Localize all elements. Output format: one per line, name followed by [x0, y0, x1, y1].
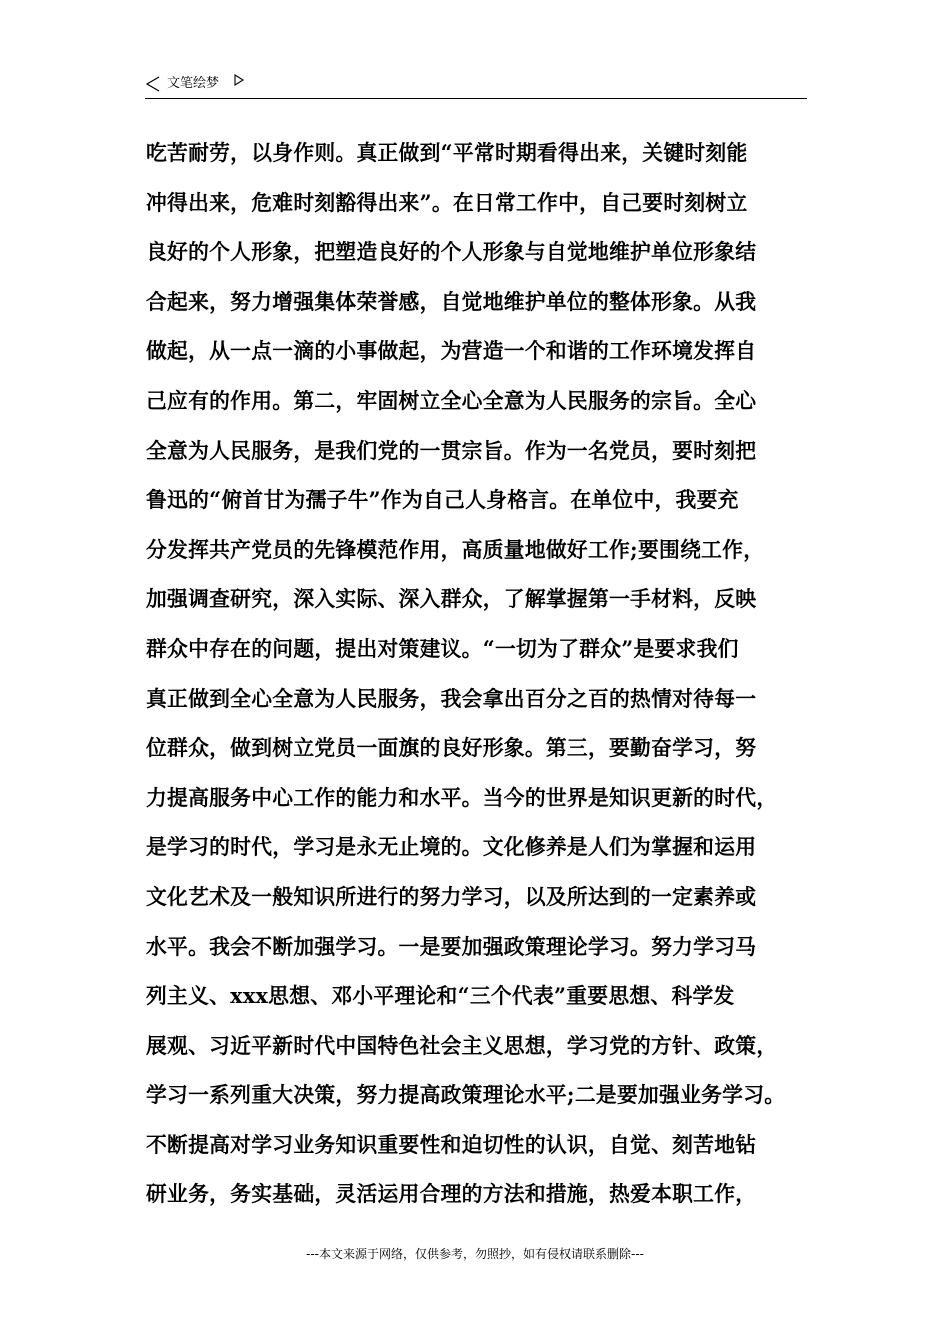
text-line: 良好的个人形象，把塑造良好的个人形象与自觉地维护单位形象结 — [146, 239, 757, 265]
text-line: 研业务，务实基础，灵活运用合理的方法和措施，热爱本职工作， — [146, 1181, 757, 1207]
text-line: 是学习的时代，学习是永无止境的。文化修养是人们为掌握和运用 — [146, 834, 757, 860]
text-line: 力提高服务中心工作的能力和水平。当今的世界是知识更新的时代， — [146, 784, 778, 810]
text-line: 群众中存在的问题，提出对策建议。“一切为了群众”是要求我们 — [146, 635, 739, 661]
text-line: 列主义、xxx思想、邓小平理论和“三个代表”重要思想、科学发 — [146, 983, 735, 1009]
text-line: 冲得出来，危难时刻豁得出来”。在日常工作中，自己要时刻树立 — [146, 189, 748, 215]
text-line: 文化艺术及一般知识所进行的努力学习，以及所达到的一定素养或 — [146, 883, 757, 909]
page-footer: ---本文来源于网络，仅供参考，勿照抄，如有侵权请联系删除--- — [306, 1247, 644, 1261]
text-line: 位群众，做到树立党员一面旗的良好形象。第三，要勤奋学习，努 — [146, 735, 757, 761]
text-line: 吃苦耐劳，以身作则。真正做到“平常时期看得出来，关键时刻能 — [146, 140, 748, 165]
text-line: 合起来，努力增强集体荣誉感，自觉地维护单位的整体形象。从我 — [146, 288, 757, 314]
right-triangle-icon — [233, 74, 245, 86]
text-line: 分发挥共产党员的先锋模范作用，高质量地做好工作;要围绕工作， — [146, 536, 765, 562]
page-header — [145, 74, 807, 99]
text-line: 水平。我会不断加强学习。一是要加强政策理论学习。努力学习马 — [146, 933, 757, 959]
text-line: 己应有的作用。第二，牢固树立全心全意为人民服务的宗旨。全心 — [146, 387, 757, 413]
header-title: 文笔绘梦 — [167, 76, 220, 91]
text-line: 不断提高对学习业务知识重要性和迫切性的认识，自觉、刻苦地钻 — [146, 1131, 757, 1157]
text-line: 展观、习近平新时代中国特色社会主义思想，学习党的方针、政策， — [146, 1032, 778, 1058]
text-line: 全意为人民服务，是我们党的一贯宗旨。作为一名党员，要时刻把 — [146, 437, 757, 463]
left-triangle-icon — [145, 76, 161, 92]
body-text — [146, 133, 816, 1224]
text-line: 鲁迅的“俯首甘为孺子牛”作为自己人身格言。在单位中，我要充 — [146, 487, 739, 513]
text-line: 加强调查研究，深入实际、深入群众，了解掌握第一手材料，反映 — [146, 586, 757, 612]
text-line: 真正做到全心全意为人民服务，我会拿出百分之百的热情对待每一 — [146, 685, 757, 711]
text-line: 做起，从一点一滴的小事做起，为营造一个和谐的工作环境发挥自 — [146, 338, 757, 364]
text-line: 学习一系列重大决策，努力提高政策理论水平;二是要加强业务学习。 — [146, 1082, 786, 1108]
